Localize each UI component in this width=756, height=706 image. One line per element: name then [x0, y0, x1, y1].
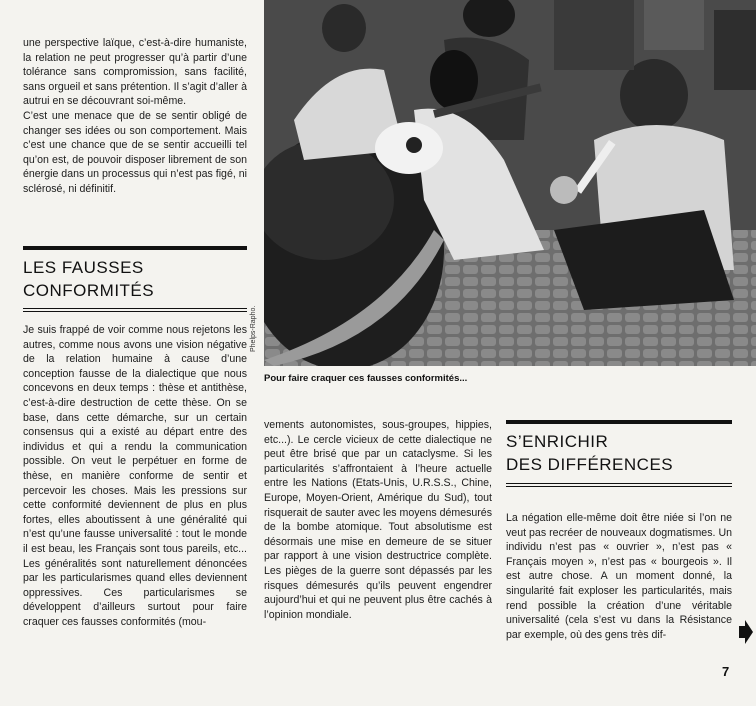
column1-text — [23, 36, 247, 197]
section2-text — [506, 511, 732, 642]
section1-heading — [23, 256, 249, 302]
heading2-bottom-rule-2 — [506, 486, 732, 487]
section2-heading-line2: DES DIFFÉRENCES — [506, 455, 674, 474]
heading1-top-rule — [23, 246, 247, 250]
section1-paragraph-col2: vements autonomistes, sous-groupes, hippies, etc...). Le cercle vicieux de cette dialectique ne peut être brisé que par un cataclysme. Si les particularités s’affrontaient à l’heure actuelle entre les Nations (Etats-Unis, U.R.S.S., Chine, Europe, Moyen-Orient, Amérique du Sud), tout risquerait de sauter avec les moyens démesurés de la bombe atomique. Tout absolutisme est désormais une mise en demeure de se situer par rapport à une vision destructrice complète. Les pièges de la guerre sont dépassés par les risques démesurés qu’ils peuvent engendrer aujourd’hui et qui ne peuvent plus être cachés à l’opinion mondiale. — [264, 419, 492, 621]
photo-caption: Pour faire craquer ces fausses conformités... — [264, 373, 468, 384]
section1-text-col2 — [264, 418, 492, 622]
page-number: 7 — [722, 664, 730, 679]
section2-heading — [506, 430, 732, 476]
section1-paragraph-col1: Je suis frappé de voir comme nous rejetons les autres, comme nous avons une vision négative de la relation humaine à cause d’une conception fausse de la dialectique que nous concevons en deux temps : thèse et antithèse, c’est-à-dire destruction de cette thèse. On se base, dans cette démarche, sur un certain consensus qui a existé au départ entre des individus et qui a rendu la communication possible. On veut le perpétuer en forme de thèse, en manière conforme de sentir et percevoir les choses. Mais les pressions sur cette conformité deviennent de plus en plus fortes, elles aboutissent à une généralité qui n’est qu’une fausse universalité : tout le monde il est beau, les Français sont tous pareils, etc... Les généralités sont naturellement dénoncées par les particularismes quand elles deviennent oppressives. Ces particularismes se développent d’ailleurs surtout pour faire craquer ces fausses conformités (mou- — [23, 324, 247, 628]
photo-credit: Phelps-Rapho. — [250, 305, 257, 352]
heading1-bottom-rule — [23, 308, 247, 309]
section2-paragraph: La négation elle-même doit être niée si l’on ne veut pas recréer de nouveaux dogmatismes. Un individu n’est pas « ouvrier », n’est pas « Français moyen », n’est pas « bourgeois ». Il est autre chose. A un moment donné, la singularité fait exploser les particularités, mais rend possible la création d’une véritable universalité (cela s’est vu dans la Résistance par exemple, où des gens très dif- — [506, 512, 732, 641]
section1-heading-line2: CONFORMITÉS — [23, 281, 155, 300]
heading1-bottom-rule-2 — [23, 311, 247, 312]
section2-heading-line1: S’ENRICHIR — [506, 432, 609, 451]
column1-paragraph2: C’est une menace que de se sentir obligé de changer ses idées ou son comportement. Mais c’est une chance que de se sentir accueilli tel qu’on est, de pouvoir disposer librement de son énergie dans un processus qui n’est pas figé, ni sclérosé, ni définitif. — [23, 109, 247, 195]
heading2-bottom-rule — [506, 483, 732, 484]
heading2-top-rule — [506, 420, 732, 424]
section1-text-col1 — [23, 323, 247, 629]
photo-musicians — [264, 0, 756, 366]
section1-heading-line1: LES FAUSSES — [23, 258, 144, 277]
column1-paragraph1: une perspective laïque, c’est-à-dire humaniste, la relation ne peut progresser qu’à partir d’une tolérance sans compromission, sans facilité, sans orgueil et sans prétention. Il s’agit d’aller à autrui en se découvrant soi-même. — [23, 37, 247, 108]
continue-arrow-icon — [739, 620, 753, 644]
photo-illustration — [264, 0, 756, 366]
